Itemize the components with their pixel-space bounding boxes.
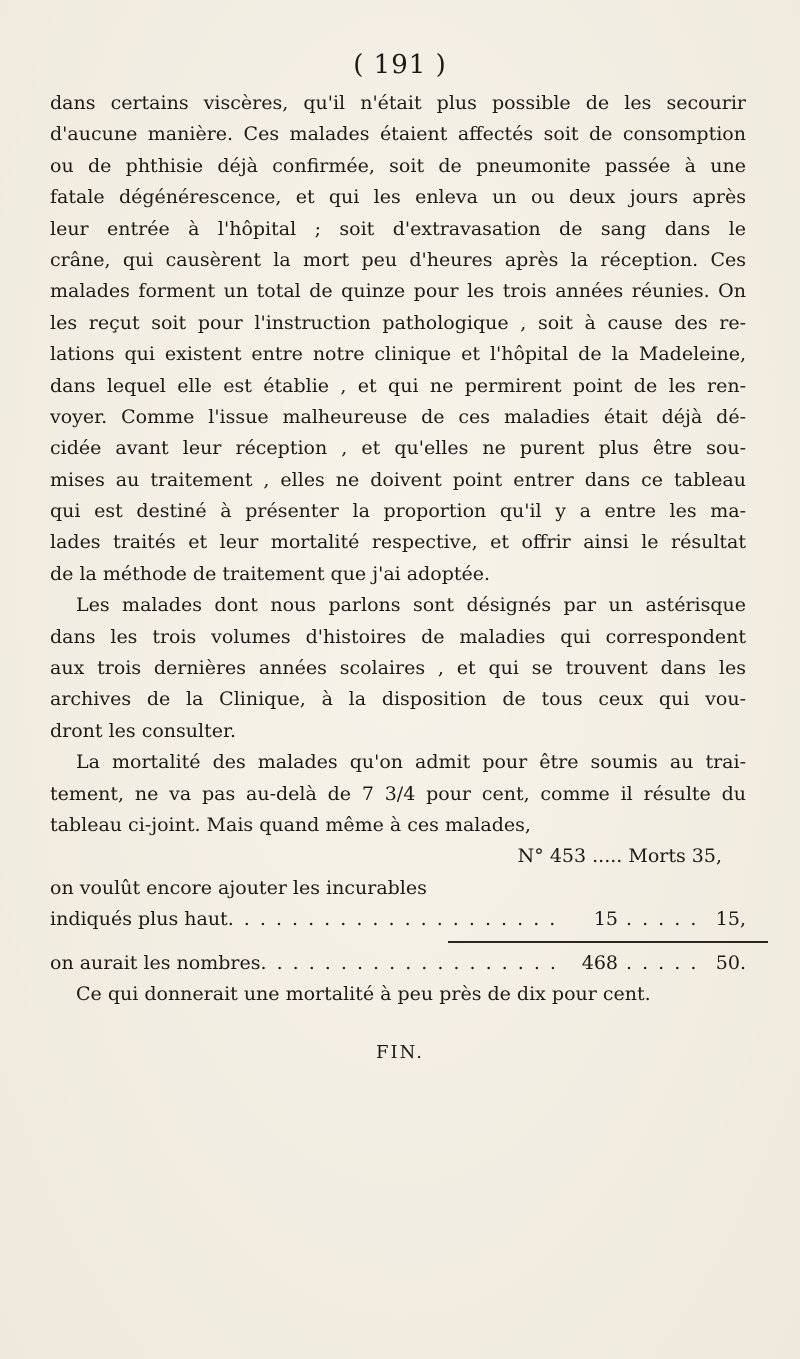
text-line: voyer. Comme l'issue malheureuse de ces maladies était déjà dé- [50, 405, 746, 428]
leader-dots [618, 948, 696, 979]
text-line: de la méthode de traitement que j'ai adoptée. [50, 562, 491, 585]
text-line: dans lequel elle est établie , et qui ne permirent point de les ren- [50, 374, 746, 397]
text-line: crâne, qui causèrent la mort peu d'heures après la réception. Ces [50, 248, 746, 271]
tally-row-incurables-intro: on voulût encore ajouter les incurables [50, 876, 427, 899]
leader-dots [228, 904, 558, 935]
tally-count: 15 [593, 908, 618, 931]
text-line: d'aucune manière. Ces malades étaient affectés soit de consomption [50, 123, 746, 146]
leader-dots [618, 904, 696, 935]
text-line: lations qui existent entre notre clinique et l'hôpital de la Madeleine, [50, 343, 746, 366]
text-line: fatale dégénérescence, et qui les enleva un ou deux jours après [50, 186, 746, 209]
fin-label: FIN. [376, 1042, 424, 1063]
text-line: archives de la Clinique, à la disposition de tous ceux qui vou- [50, 688, 746, 711]
text-line: cidée avant leur réception , et qu'elles ne purent plus être sou- [50, 437, 746, 460]
page-number: ( 191 ) [353, 50, 447, 80]
text-line: aux trois dernières années scolaires , et qui se trouvent dans les [50, 657, 746, 680]
tally-deaths: 15, [715, 908, 746, 931]
text-line: ou de phthisie déjà confirmée, soit de pneumonite passée à une [50, 154, 746, 177]
tally-row-totals [50, 948, 746, 979]
tally-row-incurables [50, 904, 746, 935]
text-line: dront les consulter. [50, 719, 237, 742]
text-line: Les malades dont nous parlons sont désignés par un astérisque [76, 594, 746, 617]
text-line: leur entrée à l'hôpital ; soit d'extravasation de sang dans le [50, 217, 746, 240]
tally-label: indiqués plus haut [50, 908, 228, 931]
text-line: tableau ci-joint. Mais quand même à ces malades, [50, 813, 531, 836]
text-line: les reçut soit pour l'instruction pathologique , soit à cause des re- [50, 311, 746, 334]
tally-count: 468 [581, 951, 618, 974]
text-line: La mortalité des malades qu'on admit pour être soumis au trai- [76, 751, 746, 774]
sum-rule [50, 936, 746, 948]
text-line: malades forment un total de quinze pour les trois années réunies. On [50, 280, 746, 303]
text-line: qui est destiné à présenter la proportion qu'il y a entre les ma- [50, 500, 746, 523]
closing-line: Ce qui donnerait une mortalité à peu près de dix pour cent. [76, 982, 651, 1005]
text-line: dans certains viscères, qu'il n'était plus possible de les secourir [50, 92, 746, 114]
tally-deaths: 50. [715, 951, 746, 974]
body-text [50, 88, 746, 1010]
tally-row-admitted: N° 453 ..... Morts 35, [517, 845, 722, 868]
text-line: lades traités et leur mortalité respective, et offrir ainsi le résultat [50, 531, 746, 554]
leader-dots [260, 948, 558, 979]
tally-label: on aurait les nombres [50, 951, 261, 974]
text-line: dans les trois volumes d'histoires de maladies qui correspondent [50, 625, 746, 648]
text-line: mises au traitement , elles ne doivent point entrer dans ce tableau [50, 468, 746, 491]
text-line: tement, ne va pas au-delà de 7 3/4 pour cent, comme il résulte du [50, 782, 746, 805]
